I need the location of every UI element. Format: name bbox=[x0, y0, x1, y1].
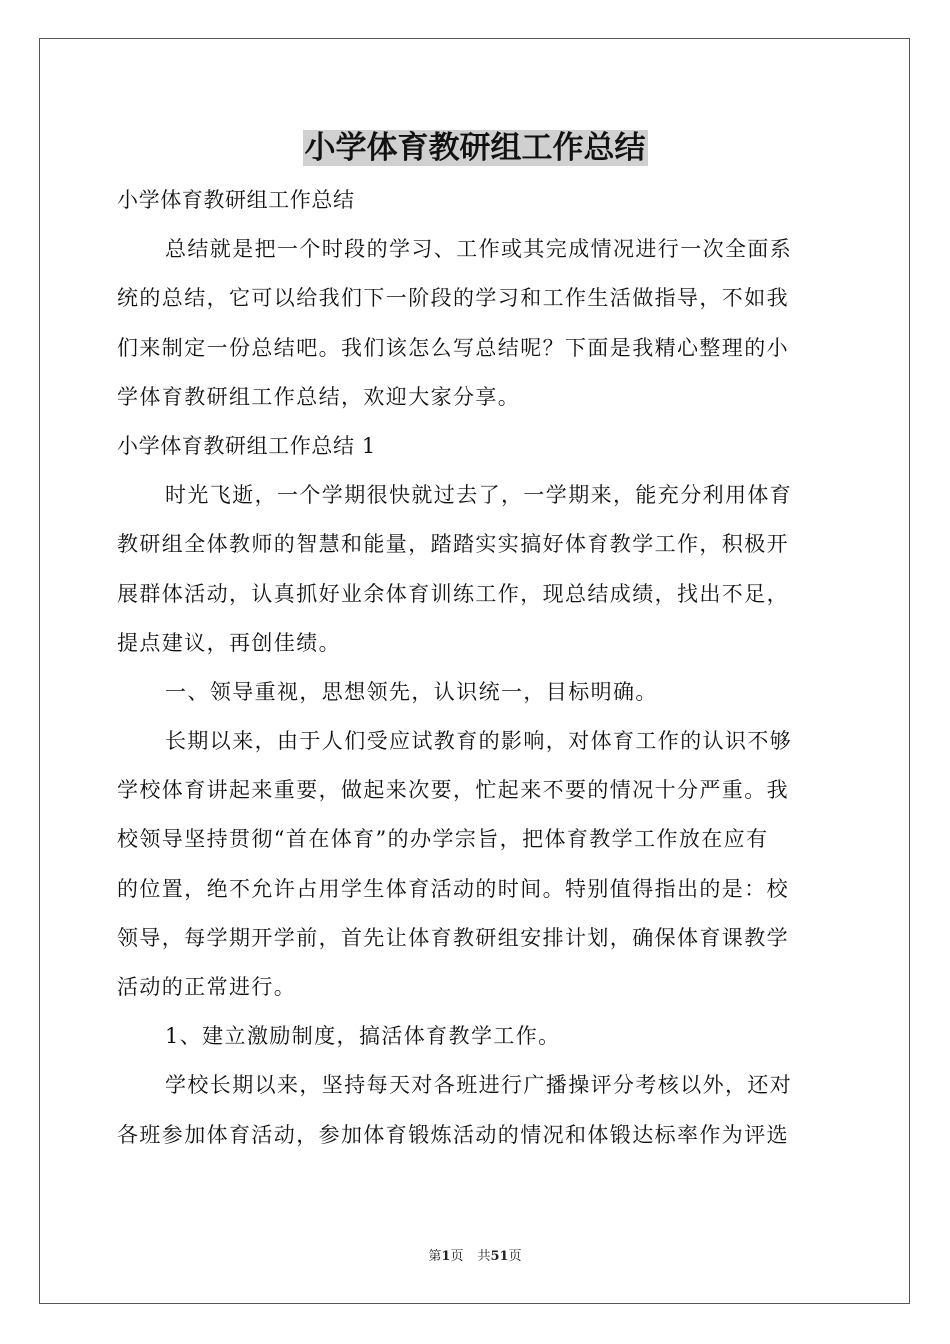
text-line: 学体育教研组工作总结，欢迎大家分享。 bbox=[117, 384, 521, 409]
footer-page-prefix: 第 bbox=[428, 1249, 442, 1264]
text-line: 教研组全体教师的智慧和能量，踏踏实实搞好体育教学工作，积极开 bbox=[117, 532, 789, 557]
text-line: 们来制定一份总结吧。我们该怎么写总结呢？下面是我精心整理的小 bbox=[117, 335, 789, 360]
text-line: 学校体育讲起来重要，做起来次要，忙起来不要的情况十分严重。我 bbox=[117, 778, 789, 803]
footer-page-suffix: 页 bbox=[450, 1249, 464, 1264]
text-line: 展群体活动，认真抓好业余体育训练工作，现总结成绩，找出不足， bbox=[117, 581, 789, 606]
text-line: 学校长期以来，坚持每天对各班进行广播操评分考核以外，还对 bbox=[165, 1073, 793, 1098]
text-line: 1、建立激励制度，搞活体育教学工作。 bbox=[165, 1024, 561, 1049]
text-line: 校领导坚持贯彻“首在体育”的办学宗旨，把体育教学工作放在应有 bbox=[117, 827, 769, 852]
document-title-text: 小学体育教研组工作总结 bbox=[304, 130, 646, 166]
footer-current-page: 1 bbox=[441, 1249, 451, 1264]
text-line: 各班参加体育活动，参加体育锻炼活动的情况和体锻达标率作为评选 bbox=[117, 1122, 789, 1147]
text-line: 提点建议，再创佳绩。 bbox=[117, 630, 341, 655]
footer-total-prefix: 共 bbox=[477, 1249, 491, 1264]
section-heading: 小学体育教研组工作总结 1 bbox=[117, 433, 376, 458]
text-line: 领导，每学期开学前，首先让体育教研组安排计划，确保体育课教学 bbox=[117, 925, 789, 950]
text-line: 统的总结，它可以给我们下一阶段的学习和工作生活做指导，不如我 bbox=[117, 286, 789, 311]
text-line: 活动的正常进行。 bbox=[117, 975, 297, 999]
text-line: 一、领导重视，思想领先，认识统一，目标明确。 bbox=[165, 679, 658, 704]
text-line: 长期以来，由于人们受应试教育的影响，对体育工作的认识不够 bbox=[165, 729, 793, 754]
footer-total-pages: 51 bbox=[490, 1249, 509, 1264]
text-line: 的位置，绝不允许占用学生体育活动的时间。特别值得指出的是：校 bbox=[117, 876, 789, 901]
section-heading: 小学体育教研组工作总结 bbox=[117, 188, 355, 212]
document-title bbox=[0, 126, 950, 170]
footer-total-suffix: 页 bbox=[508, 1249, 522, 1264]
text-line: 时光飞逝，一个学期很快就过去了，一学期来，能充分利用体育 bbox=[165, 483, 793, 508]
page-footer bbox=[0, 1248, 950, 1266]
text-line: 总结就是把一个时段的学习、工作或其完成情况进行一次全面系 bbox=[165, 237, 793, 262]
document-body bbox=[117, 176, 835, 1160]
